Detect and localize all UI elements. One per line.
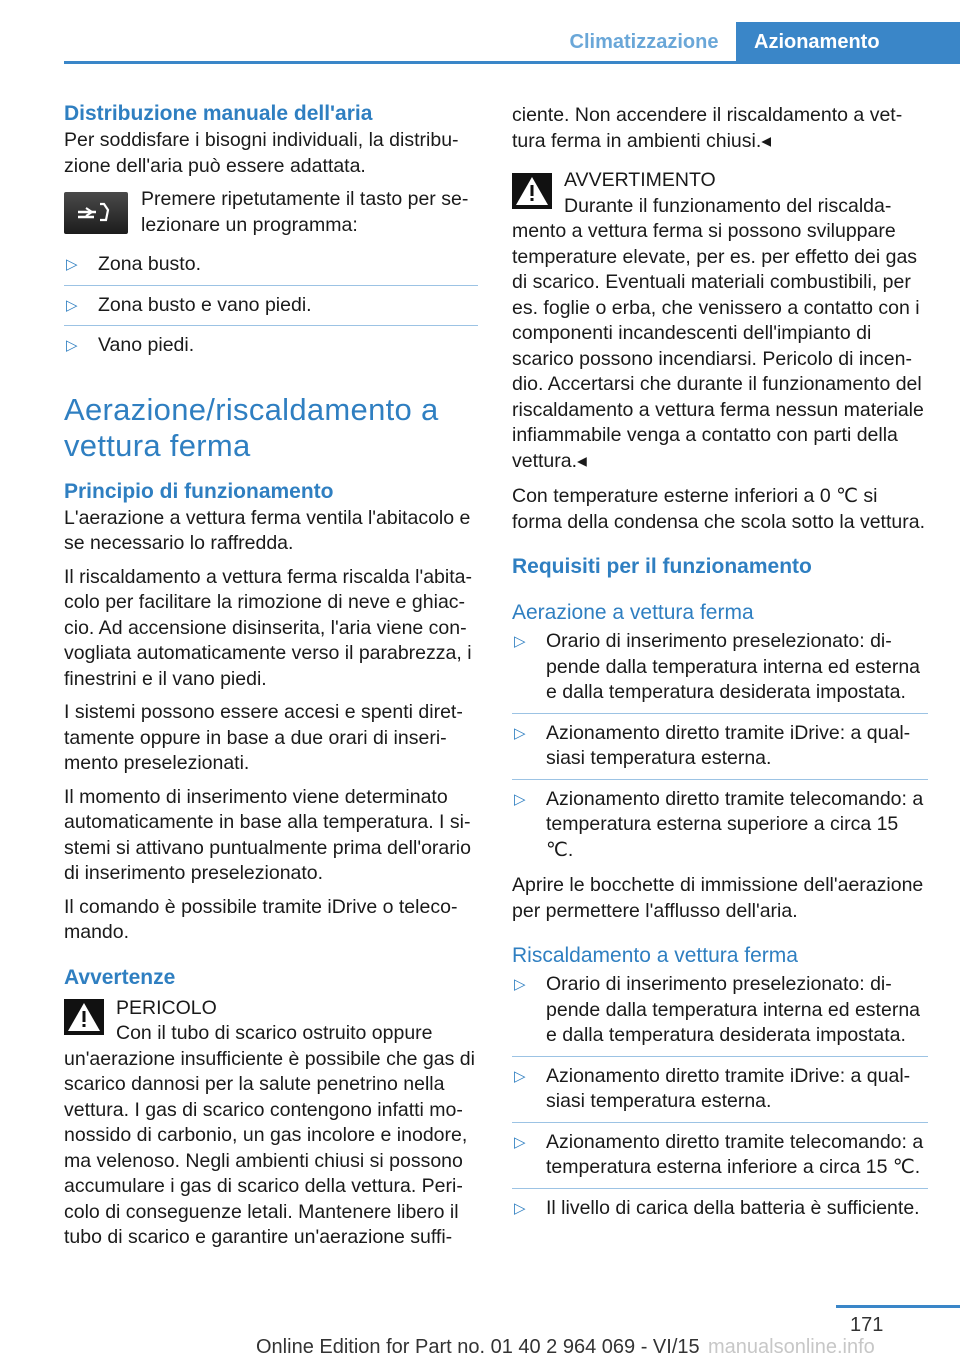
left-column <box>64 100 478 1251</box>
triangle-bullet-icon: ▷ <box>514 1199 526 1217</box>
button-instruction-text: Premere ripetutamente il tasto per selezionare un programma: <box>141 188 469 236</box>
warning-icon <box>64 998 104 1036</box>
footer-rule <box>836 1305 960 1308</box>
section-title: Aerazione/riscaldamento a vettura ferma <box>64 391 439 463</box>
triangle-bullet-icon: ▷ <box>514 790 526 808</box>
heading-principio: Principio di funzionamento <box>64 479 334 503</box>
paragraph-4: Il momento di inserimento viene determinato automaticamente in base alla temperatura. I sistemi si attivano puntualmente prima dell'orario di inserimento preselezionato. <box>64 785 471 884</box>
watermark: manualsonline.info <box>708 1336 875 1358</box>
warning-pericolo <box>64 996 478 1251</box>
paragraph-condensa: Con temperature esterne inferiori a 0 ℃ si forma della condensa che scola sotto la vettura. <box>512 485 925 533</box>
triangle-bullet-icon: ▷ <box>514 1133 526 1151</box>
header-chapter: Azionamento <box>736 22 960 63</box>
right-column <box>512 103 928 1238</box>
list-item: ▷ Azionamento diretto tramite telecomando: a temperatura esterna inferiore a circa 15 ℃. <box>512 1130 928 1189</box>
page-number: 171 <box>850 1314 884 1336</box>
button-instruction <box>64 187 478 238</box>
list-item: ▷ Azionamento diretto tramite telecomando: a temperatura esterna superiore a circa 15 ℃. <box>514 787 924 861</box>
heading-riscaldamento: Riscaldamento a vettura ferma <box>512 944 798 967</box>
triangle-bullet-icon: ▷ <box>66 337 78 354</box>
list-item: ▷ Il livello di carica della batteria è sufficiente. <box>512 1196 928 1229</box>
distribution-list <box>64 252 478 366</box>
continued-text: ciente. Non accendere il riscaldamento a vettura ferma in ambienti chiusi.◂ <box>512 104 903 152</box>
heading-aerazione: Aerazione a vettura ferma <box>512 601 754 624</box>
paragraph-3: I sistemi possono essere accesi e spenti direttamente oppure in base a due orari di inserimento preselezionati. <box>64 701 463 774</box>
list-item: ▷ Vano piedi. <box>64 333 478 366</box>
triangle-bullet-icon: ▷ <box>514 724 526 742</box>
list-item: ▷ Orario di inserimento preselezionato: dipende dalla temperatura interna ed esterna e dalla temperatura desiderata impostata. <box>512 629 928 714</box>
heading-avvertenze: Avvertenze <box>64 965 176 989</box>
triangle-bullet-icon: ▷ <box>66 256 78 273</box>
paragraph-bocchette: Aprire le bocchette di immissione dell'aerazione per permettere l'afflusso dell'aria. <box>512 874 924 922</box>
list-item: ▷ Azionamento diretto tramite iDrive: a qualsiasi temperatura esterna. <box>512 1064 928 1123</box>
warning-text: Con il tubo di scarico ostruito oppure un'aerazione insufficiente è possibile che gas di scarico dannosi per la salute penetrino nella vettura. I gas di scarico contengono infatti monossido di carbonio, un gas incolore e inodore, ma velenoso. Negli ambienti chiusi si possono accumulare i gas di scarico della vettura. Pericolo di conseguenze letali. Mantenere libero il tubo di scarico e garantire un'aerazione suffi- <box>64 1022 475 1248</box>
warning-icon <box>512 172 552 210</box>
edition-text: Online Edition for Part no. 01 40 2 964 069 - VI/15 <box>256 1336 700 1358</box>
air-distribution-button-icon <box>64 192 128 234</box>
warning-avvertimento <box>512 168 928 474</box>
paragraph-2: Il riscaldamento a vettura ferma riscalda l'abitacolo per facilitare la rimozione di neve e ghiaccio. Ad accensione disinserita, l'aria viene convogliata automaticamente verso il parabrezza, i finestrini e il vano piedi. <box>64 565 472 690</box>
heading-distribuzione: Distribuzione manuale dell'aria <box>64 102 373 125</box>
header-section: Climatizzazione <box>569 31 719 53</box>
warning-title: PERICOLO <box>116 996 217 1019</box>
warning-text: Durante il funzionamento del riscaldamento a vettura ferma si possono sviluppare temperature elevate, per es. per effetto dei gas di scarico. Eventuali materiali combustibili, per es. foglie o erba, che venissero a contatto con i componenti incandescenti dell'impianto di scarico possono incendiarsi. Pericolo di incendio. Accertarsi che durante il funzionamento del riscaldamento a vettura ferma nessun materiale infiammabile venga a contatto con parti della vettura.◂ <box>512 194 924 472</box>
list-item: ▷ Orario di inserimento preselezionato: dipende dalla temperatura interna ed esterna e dalla temperatura desiderata impostata. <box>512 972 928 1057</box>
heading-requisiti: Requisiti per il funzionamento <box>512 555 812 578</box>
triangle-bullet-icon: ▷ <box>514 633 526 650</box>
list-item: ▷ Zona busto. <box>64 252 478 286</box>
triangle-bullet-icon: ▷ <box>66 296 78 314</box>
triangle-bullet-icon: ▷ <box>514 976 526 993</box>
list-item: ▷ Zona busto e vano piedi. <box>64 293 478 327</box>
paragraph-1: L'aerazione a vettura ferma ventila l'abitacolo e se necessario lo raffredda. <box>64 506 471 554</box>
aerazione-list <box>512 629 928 863</box>
riscaldamento-list <box>512 972 928 1228</box>
header-rule <box>64 61 960 64</box>
paragraph-5: Il comando è possibile tramite iDrive o telecomando. <box>64 895 458 943</box>
paragraph-distribuzione: Per soddisfare i bisogni individuali, la distribuzione dell'aria può essere adattata. <box>64 129 459 177</box>
list-item: ▷ Azionamento diretto tramite iDrive: a qualsiasi temperatura esterna. <box>512 721 928 780</box>
triangle-bullet-icon: ▷ <box>514 1067 526 1085</box>
warning-title: AVVERTIMENTO <box>564 169 716 191</box>
